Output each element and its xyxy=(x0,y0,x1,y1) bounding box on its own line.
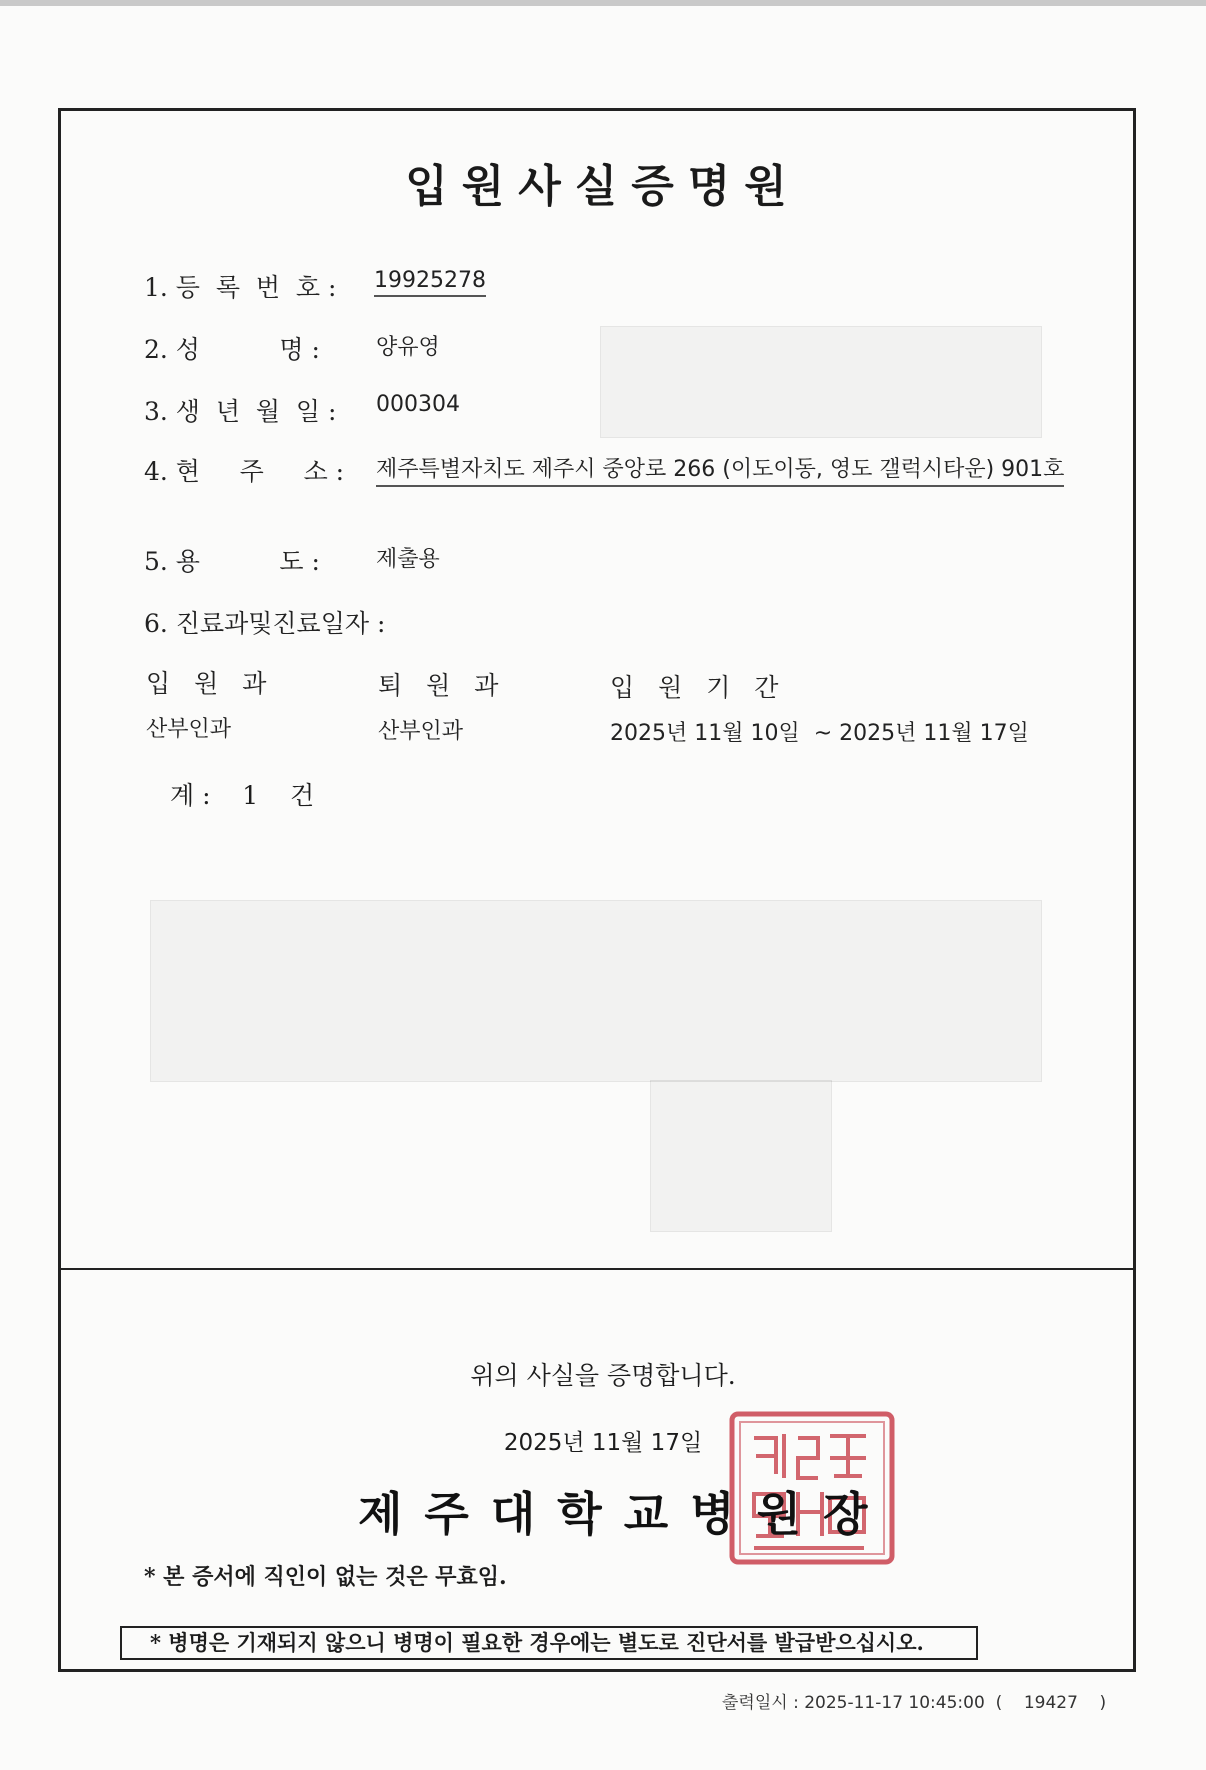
section-divider xyxy=(58,1268,1136,1270)
field-label-department-dates: 6. 진료과및진료일자 : xyxy=(144,609,386,638)
birthdate: 000304 xyxy=(376,392,460,417)
col-head-admission-dept: 입 원 과 xyxy=(146,669,275,698)
certify-text: 위의 사실을 증명합니다. xyxy=(470,1361,736,1390)
field-label-birthdate: 3. 생 년 월 일 : xyxy=(144,397,337,426)
scan-edge xyxy=(0,0,1206,6)
discharge-dept: 산부인과 xyxy=(378,719,464,744)
field-label-name: 2. 성 명 : xyxy=(144,335,320,364)
purpose: 제출용 xyxy=(376,547,440,572)
field-label-address: 4. 현 주 소 : xyxy=(144,457,345,486)
admission-period: 2025년 11월 10일 ~ 2025년 11월 17일 xyxy=(610,721,1029,746)
printed-timestamp: 출력일시 : 2025-11-17 10:45:00 ( 19427 ) xyxy=(722,1693,1107,1713)
field-label-purpose: 5. 용 도 : xyxy=(144,547,320,576)
address: 제주특별자치도 제주시 중앙로 266 (이도이동, 영도 갤럭시타운) 901호 xyxy=(376,452,1064,487)
col-head-discharge-dept: 퇴 원 과 xyxy=(378,671,507,700)
issuer-name: 제주대학교병원장 xyxy=(358,1487,890,1541)
patient-name: 양유영 xyxy=(376,335,440,360)
col-head-admission-period: 입 원 기 간 xyxy=(610,673,787,702)
document-title: 입원사실증명원 xyxy=(405,161,801,212)
admission-dept: 산부인과 xyxy=(146,717,232,742)
total-count: 계 : 1 건 xyxy=(170,781,315,810)
note-diagnosis-separate: * 병명은 기재되지 않으니 병명이 필요한 경우에는 별도로 진단서를 발급받으십시오. xyxy=(120,1626,978,1660)
registration-number: 19925278 xyxy=(374,268,486,297)
note-no-seal-invalid: * 본 증서에 직인이 없는 것은 무효임. xyxy=(144,1564,507,1590)
field-label-registration-number: 1. 등 록 번 호 : xyxy=(144,273,337,302)
issue-date: 2025년 11월 17일 xyxy=(503,1430,703,1456)
